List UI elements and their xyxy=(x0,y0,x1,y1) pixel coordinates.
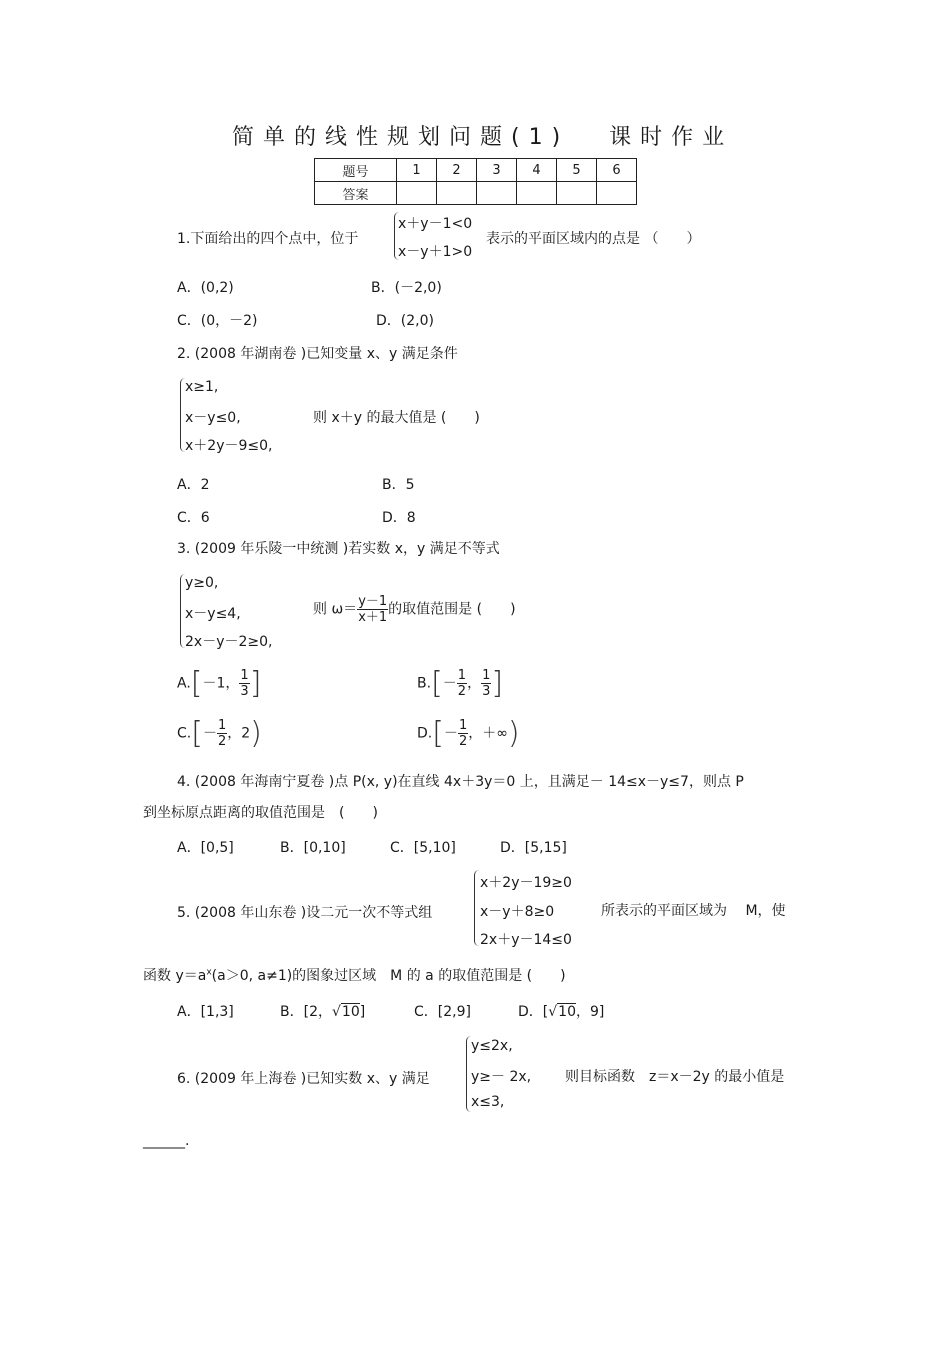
q1-ineq-2: x－y＋1>0 xyxy=(398,244,473,260)
q4-option-a: A．[0,5] xyxy=(177,840,234,856)
q3-ask xyxy=(313,594,516,625)
q1-option-a: A．(0,2) xyxy=(177,280,234,296)
right-bracket-icon: ] xyxy=(491,665,504,701)
q3-ask-pre: 则 ω＝ xyxy=(313,601,358,618)
option-sign: － xyxy=(443,725,458,742)
page-title xyxy=(232,120,733,151)
answer-cell-3[interactable] xyxy=(477,182,517,205)
answer-table-number: 1 xyxy=(397,159,437,182)
title-main: 简单的线性规划问题(1) xyxy=(232,125,570,150)
q4-option-d: D．[5,15] xyxy=(500,840,567,856)
q4-option-c: C．[5,10] xyxy=(390,840,456,856)
option-value: ＋∞ xyxy=(482,725,508,742)
q1-suffix: 表示的平面区域内的点是 （ ） xyxy=(486,231,701,247)
q2-stem: 2. (2008 年湖南卷 )已知变量 x、y 满足条件 xyxy=(177,346,458,362)
sqrt-icon: √ xyxy=(331,1004,341,1020)
fraction-denominator: 3 xyxy=(482,684,491,699)
q5-line2-post: (a＞0, a≠1)的图象过区域 M 的 a 的取值范围是 ( ) xyxy=(211,968,566,984)
answer-cell-1[interactable] xyxy=(397,182,437,205)
q1-option-c: C．(0，－2) xyxy=(177,313,258,329)
q5-option-a: A．[1,3] xyxy=(177,1004,234,1020)
q3-ineq-3: 2x－y－2≥0, xyxy=(185,634,273,650)
q5-line2-pre: 函数 y＝a xyxy=(143,968,207,984)
q6-ineq-1: y≤2x, xyxy=(471,1038,513,1054)
option-label: D. xyxy=(417,725,433,742)
answer-table-row1-label: 题号 xyxy=(315,159,397,182)
q5-ineq-2: x－y＋8≥0 xyxy=(480,904,555,920)
answer-table-number: 2 xyxy=(437,159,477,182)
option-label: C. xyxy=(177,725,192,742)
q2-ineq-2: x－y≤0, xyxy=(185,410,241,426)
q6-ineq-3: x≤3, xyxy=(471,1094,505,1110)
answer-table-row2-label: 答案 xyxy=(315,182,397,205)
fraction-numerator: 1 xyxy=(217,718,227,733)
fraction xyxy=(457,668,467,699)
answer-table-header-row xyxy=(315,159,637,182)
fraction-numerator: 1 xyxy=(482,668,491,683)
title-sub: 课时作业 xyxy=(609,125,734,150)
fraction-denominator: 2 xyxy=(217,734,227,749)
q3-ineq-1: y≥0, xyxy=(185,575,219,591)
q3-omega-fraction xyxy=(357,594,388,625)
q3-option-c: C.[－ $\frac{1}{2}$ ，2) xyxy=(177,715,262,751)
fraction xyxy=(481,668,491,699)
right-bracket-icon: ] xyxy=(249,665,262,701)
answer-cell-4[interactable] xyxy=(517,182,557,205)
q2-option-a: A．2 xyxy=(177,477,210,493)
option-label: A. xyxy=(177,675,191,692)
q5-stem: 5. (2008 年山东卷 )设二元一次不等式组 xyxy=(177,905,433,921)
q1-option-b: B．(－2,0) xyxy=(371,280,442,296)
left-bracket-icon: [ xyxy=(432,715,444,751)
option-value: 2 xyxy=(241,725,251,742)
fraction-numerator: 1 xyxy=(457,668,467,683)
q2-ineq-3: x＋2y－9≤0, xyxy=(185,438,273,454)
option-sign: － xyxy=(202,725,217,742)
q3-option-a xyxy=(177,665,262,701)
fraction xyxy=(217,718,227,749)
q5-brace xyxy=(474,870,479,946)
q5-option-c: C．[2,9] xyxy=(414,1004,471,1020)
q6-answer-blank: ______. xyxy=(143,1133,190,1149)
option-sign: － xyxy=(442,675,457,692)
fraction-denominator: 3 xyxy=(240,684,249,699)
fraction-numerator: y－1 xyxy=(358,594,388,609)
answer-table-number: 5 xyxy=(557,159,597,182)
q4-line-1: 4. (2008 年海南宁夏卷 )点 P(x, y)在直线 4x＋3y＝0 上，且满足－ 14≤x－y≤7，则点 P xyxy=(177,774,744,790)
q4-option-b: B．[0,10] xyxy=(280,840,346,856)
answer-table xyxy=(314,158,637,205)
fraction-denominator: 2 xyxy=(457,684,467,699)
option-pre: D．[ xyxy=(518,1004,549,1020)
answer-cell-2[interactable] xyxy=(437,182,477,205)
option-label: B. xyxy=(417,675,432,692)
q2-option-d: D．8 xyxy=(382,510,416,526)
answer-cell-6[interactable] xyxy=(597,182,637,205)
fraction-denominator: x＋1 xyxy=(358,610,388,625)
q6-tail: 则目标函数 z＝x－2y 的最小值是 xyxy=(565,1069,785,1085)
q6-ineq-2: y≥－ 2x, xyxy=(471,1069,532,1085)
radicand: 10 xyxy=(558,1004,576,1020)
option-value: －1， xyxy=(202,675,240,692)
q3-option-b: B.[－ $\frac{1}{2}$ ， $\frac{1}{3}$ ] xyxy=(417,665,504,701)
q3-ask-post: 的取值范围是 ( ) xyxy=(388,601,516,618)
option-post: ，9] xyxy=(576,1004,605,1020)
answer-table-number: 3 xyxy=(477,159,517,182)
q5-tail: 所表示的平面区域为 M，使 xyxy=(601,903,786,919)
sqrt-icon: √ xyxy=(548,1004,558,1020)
q1-prefix: 1.下面给出的四个点中，位于 xyxy=(177,231,359,247)
fraction-numerator: 1 xyxy=(458,718,468,733)
radicand: 10 xyxy=(341,1004,360,1020)
left-bracket-icon: [ xyxy=(191,715,203,751)
option-post: ] xyxy=(359,1004,366,1020)
answer-table-number: 4 xyxy=(517,159,557,182)
q2-ask: 则 x＋y 的最大值是 ( ) xyxy=(313,410,480,426)
option-pre: B．[2， xyxy=(280,1004,332,1020)
q1-ineq-1: x＋y－1<0 xyxy=(398,216,473,232)
left-bracket-icon: [ xyxy=(190,665,203,701)
answer-table-answer-row xyxy=(315,182,637,205)
q5-line-2 xyxy=(143,965,566,985)
q2-option-b: B．5 xyxy=(382,477,415,493)
left-bracket-icon: [ xyxy=(431,665,443,701)
q2-option-c: C．6 xyxy=(177,510,210,526)
q3-ineq-2: x－y≤4, xyxy=(185,606,241,622)
answer-table-number: 6 xyxy=(597,159,637,182)
q6-stem: 6. (2009 年上海卷 )已知实数 x、y 满足 xyxy=(177,1071,430,1087)
fraction xyxy=(239,668,249,699)
q3-stem: 3. (2009 年乐陵一中统测 )若实数 x，y 满足不等式 xyxy=(177,541,500,557)
q5-option-b xyxy=(280,1001,365,1021)
q5-ineq-1: x＋2y－19≥0 xyxy=(480,875,572,891)
q5-ineq-3: 2x＋y－14≤0 xyxy=(480,932,572,948)
answer-cell-5[interactable] xyxy=(557,182,597,205)
right-paren-icon: ) xyxy=(507,715,520,751)
q5-option-d xyxy=(518,1001,604,1021)
fraction xyxy=(458,718,468,749)
q4-line-2: 到坐标原点距离的取值范围是 ( ) xyxy=(143,805,378,821)
q1-option-d: D．(2,0) xyxy=(376,313,434,329)
q3-option-d: D.[－ $\frac{1}{2}$ ，＋∞) xyxy=(417,715,520,751)
q5-exponent: x xyxy=(206,967,212,978)
fraction-denominator: 2 xyxy=(458,734,468,749)
fraction-numerator: 1 xyxy=(240,668,249,683)
right-paren-icon: ) xyxy=(250,715,262,751)
q2-ineq-1: x≥1, xyxy=(185,379,219,395)
